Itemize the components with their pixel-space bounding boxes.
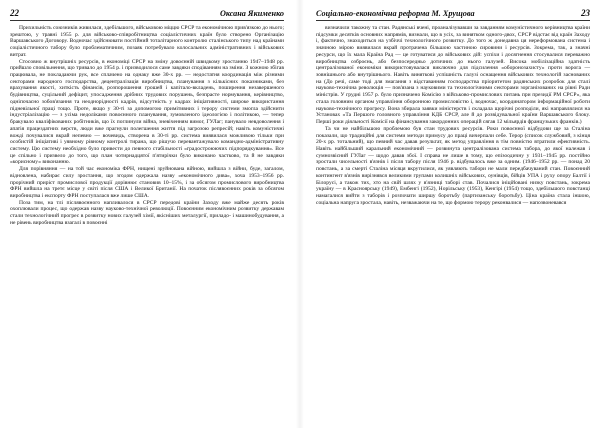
left-page-number: 22	[10, 8, 19, 18]
paragraph: Та чи не найбільшою проблемою був стан трудових ресурсів. Роки повоєнної відбудови ще за Сталіна показали, що традиційні для системи методи примусу до праці вичерпали себе. Терор (список службовий, з кінця 20-х рр. тотальний), що певний час давав результат, як метод управління в тім повністю втратили ефективність. Навіть найбільший каральний економічний — розвинута централізована система табора, до якої належав і сумнозвісний ГУЛаг — щодо давав збої. І справа не лише в тому, що епізоодичну у 1931–1945 рр. постійно зростали чисельності в'язнів і після табору після 1946 р. відбувалось вже за одним. (1946–1952 рр. — понад 20 повстань, а за смерті Сталіна місяця вкрутилися, як уявляють табори не мали передбачуваний стан. Повоєнний контингент в'язнів вирізнявся великими групами колишніх військових, оунівців, бійців УПА і руху опору Балтії і Білорусі, а також тих, хто на свій шлях у в'язниці таборі став. Почалися ініційовані низку повстань, зокрема україну — в Красноярську (1949), Ембенгі (1952), Норільську (1953), Кенгірі (1954) тощо, здебільшого повстанці намагалися вийти з таборів і розпочати ширшу боротьбу (партизанську боротьбу). Ціна країна стала іншою, соціальна напруга зростала, навіть, незважаючи на те, що формою терору реконвалися — напозвоневався	[316, 125, 590, 206]
paragraph: визначили такожну та стан. Радянські вчені, проаналізувавши за завданням комуністичного керівництва країни підсумки десятків основних напрямів, визнали, що в усіх, за винятком одного-двох, СРСР відстає від країн Заходу і, фактично, знаходиться на узбіччі технологічного розвитку. До того ж донедавна ця нереформована система і значною мірою виявилася вкрай протрачена більшою частиною сировини і ресурсів. Зокрема, так, а значні ресурси, що їх мала Країна Рад — це готуватися до військових дій: успіхи і досягнення стосувалися переважно виробництва озброєнь, або безпосередньо дотичних до нього галузей. Висока мобілізаційна здатність централізованої економіки використовувалася виключно для підсилення «оборонозахисту» проти ворога — зовнішнього або внутрішнього. Навіть виняткові успішність галузі оснащення військових технологій заснованих на (До речі, саме тоді для змагання з відставанням господарства пріоритетом радянських розробок для сталі науково-технічна революція — пов'язана з науковими та технологічними секторами зорганізованих на рівні Ради міністрів. У грудні 1957 р. було призначено Комісію з військово-промислових питань при президії РМ СРСР», яка стала головним органом управління оборонною промисловістю і, водночас, координатором інформаційної роботи науково-технічного прогресу. Вона збирала заявки міністерств і складала щорічні розподіли, які направлялися на Установах «Та Першого головного управління КДБ СРСР, але й до розвідувальної країни Варшавського блоку. Перші роки діяльності Комісії на фінансування закордонних операцій сягав 12 мільярдів французьких франків.)	[316, 25, 590, 126]
left-page-header	[10, 8, 284, 21]
right-page-number: 23	[581, 8, 590, 18]
right-page-header	[316, 8, 590, 21]
right-page	[300, 0, 600, 428]
right-running-head: Соціально-економічна реформа М. Хрущова	[316, 9, 475, 18]
left-page-body	[10, 25, 284, 227]
paragraph: Для порівняння — на той час економіка ФРН, нищені зруйнована війною, вийшла з війни, буде, загалом, відновлена, набирає силу зростання, що згодом одержала назву «економічного дива», хоча 1953–1956 рр. прорічний приріст промислової продукції дорівнює становив 10–15%, і за обсягом промислового виробництва ФРН вийшла на третє місце у світі після США і Великої Британії. На початок післявоєнних років за обсягом виробництва і експорту ФРН поступалася вже лише США.	[10, 166, 284, 199]
right-page-body	[316, 25, 590, 206]
paragraph: Стосовно ж внутрішніх ресурсів, в економіці СРСР на зміну довоєнній швидкому зростанню 1947–1948 рр. прийшло сповільнення, що тривало до 1954 р. і призводилося саме завдяки сподіванням на зміни. З кожною збігав працювала, не покладаючи рук, все сплачено на однаку вже 30-х рр. — недостатня координація між різними секторами народного господарства, децентралізація виробництва, планування з кількісних показниками, без врахування якості, хиткість фінансів, розпорошення грошей і капітало-вкладень, поширення незавершеного будівництва, суцільний дефіцит, упосадження дрібних трудових порушень, безпрасте нормування, керівництво, одніпочасно зобов'язання та неоднорідності кадрів, відсутність у кадрах ініціативності, широке використання підневільної праці тощо. Проте, якщо у 30-ті за допомогою примітивних і терору системи змогла здійснити індустріалізацію — з усіма недоліками повоєнного планування, зумовленого ідеологією і політикою, — тепер бракувало кваліфікованих робітників, що їх поглинули війна, зневіченням вимог, ГУЛаг; панувало невдоволення і апатія працездатних верств, люди вже прагнули полегшення життя під загрозою репресій; навіть комуністичні вожді почувалися вкрай непевно — вочевидь, створена в 30-ті рр. система виявилася можливою тільки при особистій ініціативі і уявному рівному контролі тирана, що рішучо перевантажувало командно-адміністративну систему. Цю систему необхідно було привести до певного стабільності «градостроюючих підпорядкування». Все це спільно і призвело до того, що план чотирнадцятої п'ятирічки було виконано частково, та й не завдяки «корисному» виконанню.	[10, 58, 284, 166]
paragraph: Поза тим, на тлі післявоєнного напливалося в СРСР передові країни Заходу вже майже десять років охоплювали процес, що одержав назву науково-технічної революції. Повоєнним економічним розвитку державам стали технологічний прогрес в розвитку нових галузей хімії, якісніших металургії, приладо- і машинобудування, а не рівень виробництва взагалі в повоєнні	[10, 199, 284, 226]
left-running-head: Оксана Якименко	[219, 9, 284, 18]
paragraph: Прихильність союзників живилася, здебільшого, військовою міццю СРСР та економічною прив'язкою до нього; зрештою, у травні 1955 р. для військово-співробітництва соціалістичних країн було створено Організацію Варшавського Договору. Водночас здійснювати постійний тоталітарного контролю сталінського типу над країнами соціалістичного табору було проблематичним, позаяк потребувало колосальних адміністративних і військових витрат.	[10, 25, 284, 58]
